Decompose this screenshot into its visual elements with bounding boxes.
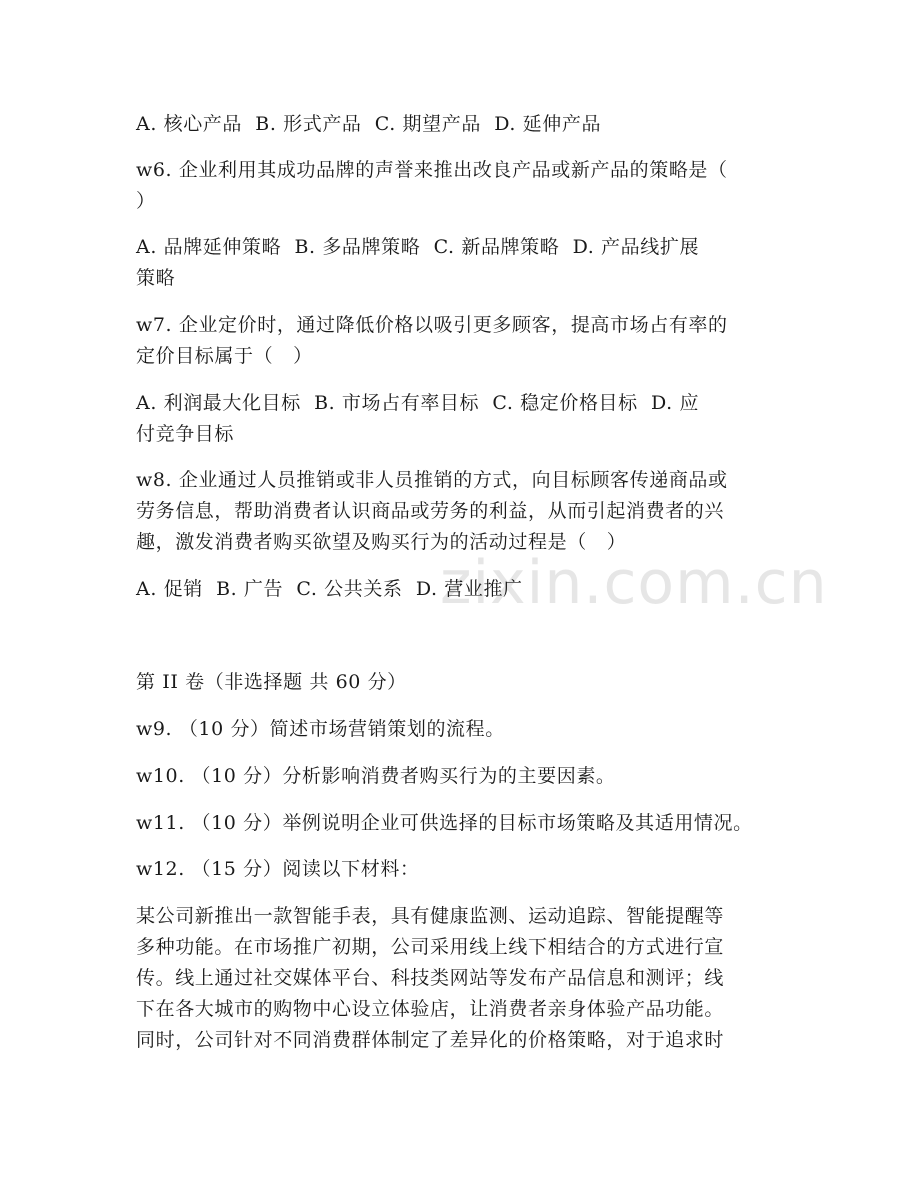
q6-stem-line-2: ）: [136, 190, 156, 212]
watermark: zixin.com.cn: [440, 548, 828, 618]
q5-options: A. 核心产品 B. 形式产品 C. 期望产品 D. 延伸产品: [136, 113, 602, 135]
q8-stem-line-2: 劳务信息，帮助消费者认识商品或劳务的利益，从而引起消费者的兴: [136, 500, 725, 522]
q7-stem-line-2: 定价目标属于（ ）: [136, 345, 313, 367]
material-line-2: 多种功能。在市场推广初期，公司采用线上线下相结合的方式进行宣: [136, 936, 725, 958]
material-line-5: 同时，公司针对不同消费群体制定了差异化的价格策略，对于追求时: [136, 1029, 725, 1051]
q12-stem: w12. （15 分）阅读以下材料：: [136, 858, 420, 880]
q6-stem-line-1: w6. 企业利用其成功品牌的声誉来推出改良产品或新产品的策略是（: [136, 159, 728, 181]
section-heading: 第 II 卷（非选择题 共 60 分）: [136, 671, 407, 693]
q6-options-line-1: A. 品牌延伸策略 B. 多品牌策略 C. 新品牌策略 D. 产品线扩展: [136, 236, 700, 258]
q10-stem: w10. （10 分）分析影响消费者购买行为的主要因素。: [136, 765, 616, 787]
q7-options-line-2: 付竞争目标: [136, 423, 235, 445]
material-line-1: 某公司新推出一款智能手表，具有健康监测、运动追踪、智能提醒等: [136, 905, 725, 927]
q8-stem-line-3: 趣，激发消费者购买欲望及购买行为的活动过程是（ ）: [136, 531, 627, 553]
q8-options: A. 促销 B. 广告 C. 公共关系 D. 营业推广: [136, 578, 523, 600]
material-line-3: 传。线上通过社交媒体平台、科技类网站等发布产品信息和测评；线: [136, 967, 725, 989]
q11-stem: w11. （10 分）举例说明企业可供选择的目标市场策略及其适用情况。: [136, 812, 753, 834]
material-line-4: 下在各大城市的购物中心设立体验店，让消费者亲身体验产品功能。: [136, 998, 725, 1020]
q6-options-line-2: 策略: [136, 267, 176, 289]
q7-stem-line-1: w7. 企业定价时，通过降低价格以吸引更多顾客，提高市场占有率的: [136, 314, 728, 336]
q7-options-line-1: A. 利润最大化目标 B. 市场占有率目标 C. 稳定价格目标 D. 应: [136, 392, 700, 414]
q9-stem: w9. （10 分）简述市场营销策划的流程。: [136, 718, 505, 740]
q8-stem-line-1: w8. 企业通过人员推销或非人员推销的方式，向目标顾客传递商品或: [136, 469, 728, 491]
